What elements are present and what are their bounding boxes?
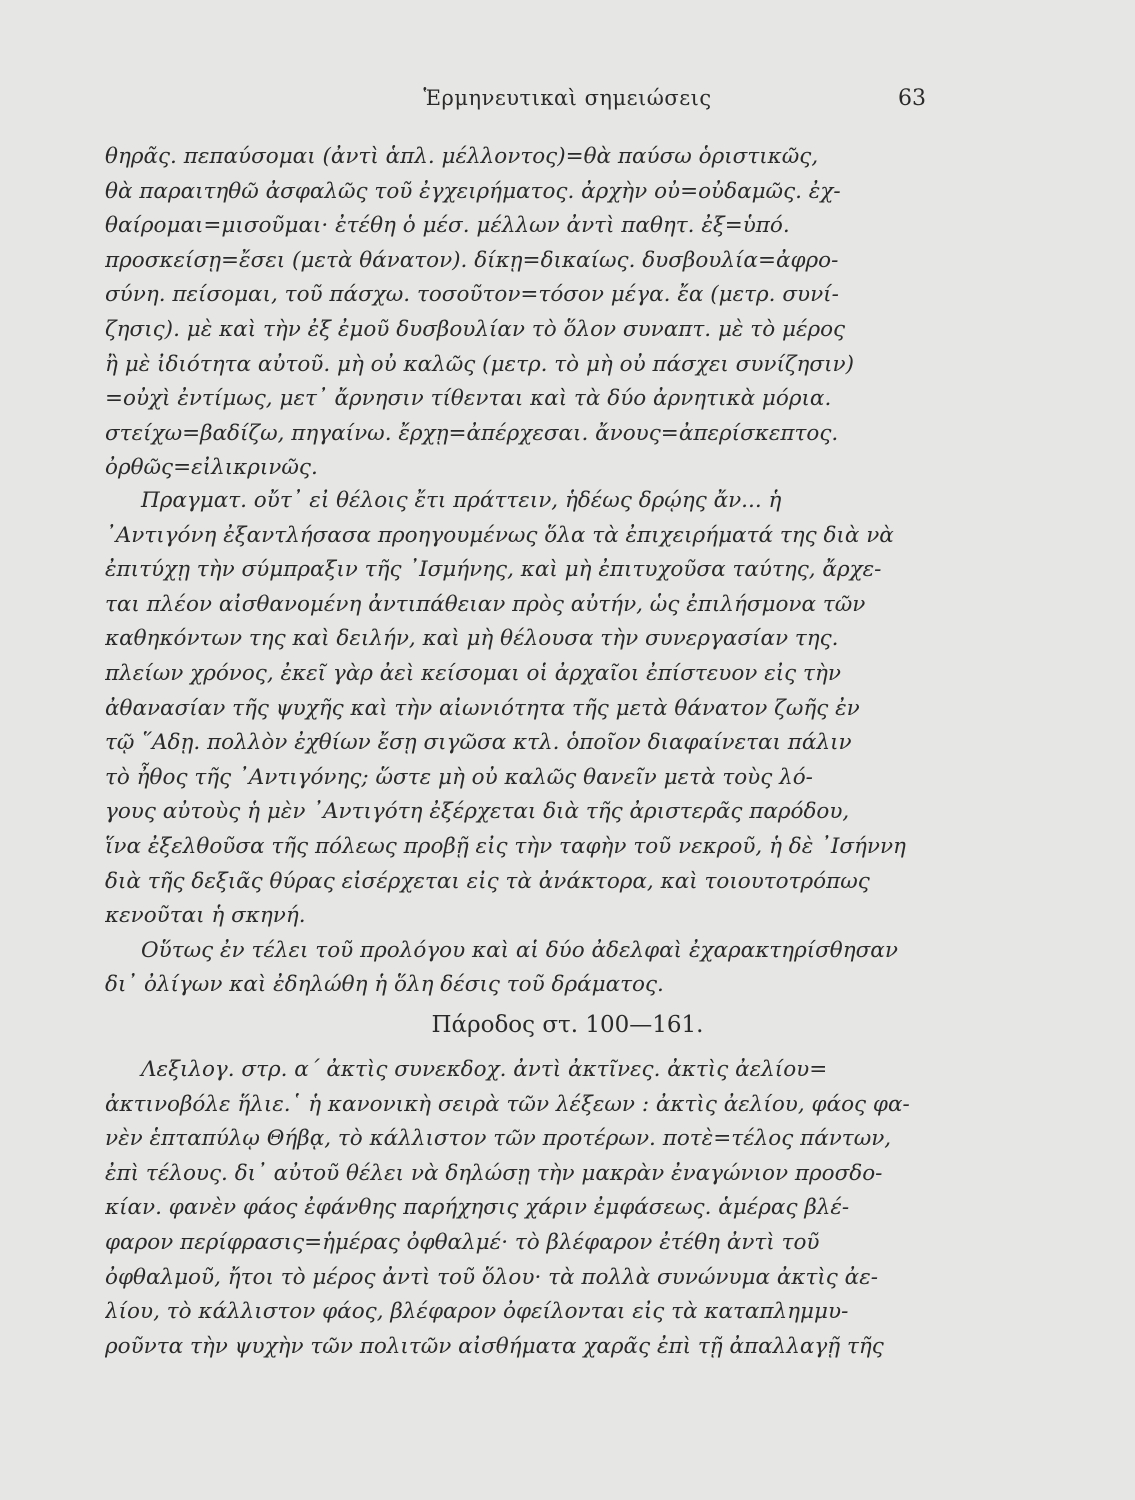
- commentary-block-1: [105, 140, 960, 486]
- text-line: γους αὐτοὺς ἡ μὲν ᾽Αντιγότη ἐξέρχεται διὰ τῆς ἀριστερᾶς παρόδου,: [105, 799, 850, 825]
- text-line: προσκείσῃ=ἔσει (μετὰ θάνατον). δίκῃ=δικαίως. δυσβουλία=ἀφρο-: [105, 247, 839, 273]
- text-line: ὀρθῶς=εἰλικρινῶς.: [105, 455, 318, 481]
- text-line: Οὕτως ἐν τέλει τοῦ προλόγου καὶ αἱ δύο ἀδελφαὶ ἐχαρακτηρίσθησαν: [141, 937, 898, 963]
- text-line: θαίρομαι=μισοῦμαι· ἐτέθη ὁ μέσ. μέλλων ἀντὶ παθητ. ἐξ=ὑπό.: [105, 213, 790, 239]
- running-header-title: Ἑρμηνευτικαὶ σημειώσεις: [423, 86, 712, 110]
- text-line: κίαν. φανὲν φάος ἐφάνθης παρήχησις χάριν ἐμφάσεως. ἁμέρας βλέ-: [105, 1195, 850, 1221]
- text-line: ἀκτινοβόλε ἥλιε.῾ ἡ κανονικὴ σειρὰ τῶν λέξεων : ἀκτὶς ἀελίου, φάος φα-: [105, 1091, 910, 1117]
- text-line: διὰ τῆς δεξιᾶς θύρας εἰσέρχεται εἰς τὰ ἀνάκτορα, καὶ τοιουτοτρόπως: [105, 868, 870, 894]
- text-line: σύνη. πείσομαι, τοῦ πάσχω. τοσοῦτον=τόσον μέγα. ἔα (μετρ. συνί-: [105, 282, 839, 308]
- text-line: ᾽Αντιγόνη ἐξαντλήσασα προηγουμένως ὅλα τὰ ἐπιχειρήματά της διὰ νὰ: [105, 522, 894, 548]
- text-line: δι᾽ ὀλίγων καὶ ἐδηλώθη ἡ ὅλη δέσις τοῦ δράματος.: [105, 972, 664, 998]
- text-line: =οὐχὶ ἐντίμως, μετ᾽ ἄρνησιν τίθενται καὶ τὰ δύο ἀρνητικὰ μόρια.: [105, 386, 832, 412]
- text-line: φαρον περίφρασις=ἡμέρας ὀφθαλμέ· τὸ βλέφαρον ἐτέθη ἀντὶ τοῦ: [105, 1229, 820, 1255]
- text-line: πλείων χρόνος, ἐκεῖ γὰρ ἀεὶ κείσομαι οἱ ἀρχαῖοι ἐπίστευον εἰς τὴν: [105, 660, 841, 686]
- text-line: νὲν ἑπταπύλῳ Θήβᾳ, τὸ κάλλιστον τῶν προτέρων. ποτὲ=τέλος πάντων,: [105, 1126, 892, 1152]
- text-line: ται πλέον αἰσθανομένη ἀντιπάθειαν πρὸς αὐτήν, ὡς ἐπιλήσμονα τῶν: [105, 591, 866, 617]
- text-line: Πραγματ. οὔτ᾽ εἰ θέλοις ἔτι πράττειν, ἡδέως δρῴης ἄν... ἡ: [141, 488, 782, 513]
- text-line: καθηκόντων της καὶ δειλήν, καὶ μὴ θέλουσα τὴν συνεργασίαν της.: [105, 626, 839, 652]
- commentary-block-3: [105, 1053, 960, 1364]
- text-line: ἐπιτύχῃ τὴν σύμπραξιν τῆς ᾽Ισμήνης, καὶ μὴ ἐπιτυχοῦσα ταύτης, ἄρχε-: [105, 557, 882, 583]
- commentary-block-2: [105, 484, 960, 1003]
- text-line: ζησις). μὲ καὶ τὴν ἐξ ἐμοῦ δυσβουλίαν τὸ ὅλον συναπτ. μὲ τὸ μέρος: [105, 316, 846, 342]
- text-line: ἀθανασίαν τῆς ψυχῆς καὶ τὴν αἰωνιότητα τῆς μετὰ θάνατον ζωῆς ἐν: [105, 695, 860, 721]
- text-line: Λεξιλογ. στρ. α΄ ἀκτὶς συνεκδοχ. ἀντὶ ἀκτῖνες. ἀκτὶς ἀελίου=: [141, 1057, 828, 1082]
- text-line: τῷ ῞Αδῃ. πολλὸν ἐχθίων ἔσῃ σιγῶσα κτλ. ὁποῖον διαφαίνεται πάλιν: [105, 730, 852, 756]
- text-line: ἵνα ἐξελθοῦσα τῆς πόλεως προβῇ εἰς τὴν ταφὴν τοῦ νεκροῦ, ἡ δὲ ᾽Ισήννη: [105, 833, 906, 859]
- section-heading: Πάροδος στ. 100—161.: [431, 1012, 704, 1038]
- text-line: ἢ μὲ ἰδιότητα αὐτοῦ. μὴ οὐ καλῶς (μετρ. τὸ μὴ οὐ πάσχει συνίζησιν): [105, 351, 854, 377]
- text-line: ὀφθαλμοῦ, ἤτοι τὸ μέρος ἀντὶ τοῦ ὅλου· τὰ πολλὰ συνώνυμα ἀκτὶς ἀε-: [105, 1264, 878, 1290]
- text-line: ἐπὶ τέλους. δι᾽ αὐτοῦ θέλει νὰ δηλώσῃ τὴν μακρὰν ἐναγώνιον προσδο-: [105, 1160, 883, 1186]
- text-line: θηρᾶς. πεπαύσομαι (ἀντὶ ἁπλ. μέλλοντος)=θὰ παύσω ὁριστικῶς,: [105, 144, 819, 169]
- page-number: 63: [898, 86, 926, 111]
- text-line: λίου, τὸ κάλλιστον φάος, βλέφαρον ὀφείλονται εἰς τὰ καταπλημμυ-: [105, 1299, 849, 1325]
- text-line: θὰ παραιτηθῶ ἀσφαλῶς τοῦ ἐγχειρήματος. ἀρχὴν οὐ=οὐδαμῶς. ἐχ-: [105, 178, 841, 204]
- text-line: ροῦντα τὴν ψυχὴν τῶν πολιτῶν αἰσθήματα χαρᾶς ἐπὶ τῇ ἀπαλλαγῇ τῆς: [105, 1333, 884, 1359]
- text-line: τὸ ἦθος τῆς ᾽Αντιγόνης; ὥστε μὴ οὐ καλῶς θανεῖν μετὰ τοὺς λό-: [105, 764, 813, 790]
- text-line: στείχω=βαδίζω, πηγαίνω. ἔρχῃ=ἀπέρχεσαι. ἄνους=ἀπερίσκεπτος.: [105, 420, 839, 446]
- text-line: κενοῦται ἡ σκηνή.: [105, 903, 306, 929]
